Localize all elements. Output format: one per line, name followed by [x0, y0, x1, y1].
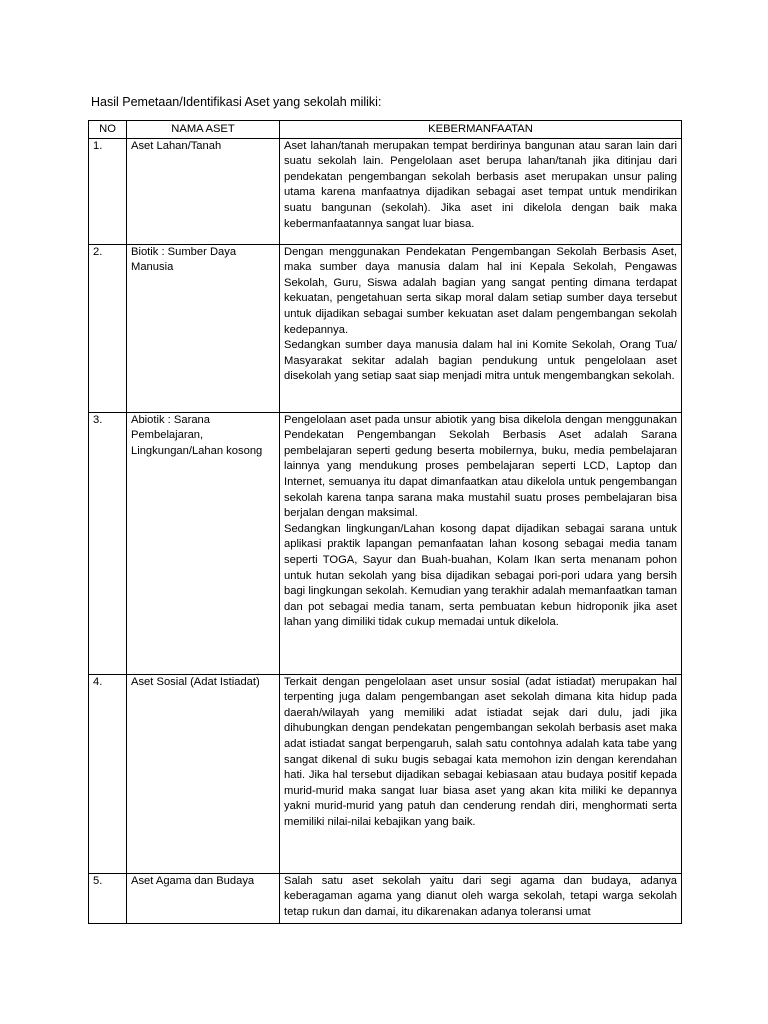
document-title: Hasil Pemetaan/Identifikasi Aset yang sekolah miliki:: [91, 95, 382, 109]
header-kebermanfaatan: KEBERMANFAATAN: [280, 121, 682, 139]
table-row: [89, 138, 682, 244]
table-header-row: [89, 121, 682, 139]
table-row: [89, 244, 682, 412]
benefit-paragraph: Aset lahan/tanah merupakan tempat berdirinya bangunan atau saran lain dari suatu sekolah lain. Pengelolaan aset berupa lahan/tanah jika ditinjau dari pendekatan pengembangan sekolah berbasis aset merupakan unsur paling utama karena manfaatnya dijadikan sebagai aset tempat untuk mendirikan suatu bangunan (sekolah). Jika aset ini dikelola dengan baik maka kebermanfaatannya sangat luar biasa.: [284, 139, 677, 230]
table-row: [89, 873, 682, 923]
asset-benefit: [280, 873, 682, 923]
asset-name: Aset Sosial (Adat Istiadat): [127, 674, 280, 873]
asset-benefit: [280, 412, 682, 674]
table-row: [89, 674, 682, 873]
benefit-paragraph: Sedangkan sumber daya manusia dalam hal ini Komite Sekolah, Orang Tua/ Masyarakat sekitar adalah bagian pendukung untuk pengelolaan aset disekolah yang setiap saat siap menjadi mitra untuk mengembangkan sekolah.: [284, 339, 677, 383]
asset-benefit: [280, 138, 682, 244]
header-no: NO: [89, 121, 127, 139]
asset-table: [88, 120, 682, 924]
asset-benefit: [280, 674, 682, 873]
row-number: 2.: [89, 244, 127, 412]
asset-name: Aset Agama dan Budaya: [127, 873, 280, 923]
asset-name: Biotik : Sumber Daya Manusia: [127, 244, 280, 412]
benefit-paragraph: Pengelolaan aset pada unsur abiotik yang bisa dikelola dengan menggunakan Pendekatan Pengembangan Sekolah Berbasis Aset adalah Sarana pembelajaran seperti gedung beserta mobilernya, buku, media pembelajaran lainnya yang mendukung proses pembelajaran seperti LCD, Laptop dan Internet, semuanya itu dapat dimanfaatkan atau dikelola untuk pengembangan sekolah karena tanpa sarana maka mustahil suatu proses pembelajaran bisa berjalan dengan maksimal.: [284, 413, 677, 520]
benefit-paragraph: Salah satu aset sekolah yaitu dari segi agama dan budaya, adanya keberagaman agama yang dianut oleh warga sekolah, tetapi warga sekolah tetap rukun dan damai, itu dikarenakan adanya toleransi umat: [284, 874, 677, 918]
benefit-paragraph: Terkait dengan pengelolaan aset unsur sosial (adat istiadat) merupakan hal terpenting juga dalam pengembangan aset sekolah dimana kita hidup pada daerah/wilayah yang memiliki adat istiadat sejak dari dulu, jadi jika dihubungkan dengan pendekatan pengembangan sekolah berbasis aset maka adat istiadat sangat berpengaruh, salah satu contohnya adalah kata tabe yang sangat dikenal di suku bugis sebagai kata memohon izin dengan kerendahan hati. Jika hal tersebut dijadikan sebagai kebiasaan atau budaya positif kepada murid-murid maka sangat luar biasa aset yang akan kita miliki ke depannya yakni murid-murid yang patuh dan cenderung rendah diri, menghormati serta memiliki nilai-nilai kebajikan yang baik.: [284, 675, 677, 828]
row-number: 3.: [89, 412, 127, 674]
asset-name: Aset Lahan/Tanah: [127, 138, 280, 244]
asset-benefit: [280, 244, 682, 412]
row-number: 5.: [89, 873, 127, 923]
asset-name: Abiotik : Sarana Pembelajaran, Lingkungan/Lahan kosong: [127, 412, 280, 674]
row-number: 1.: [89, 138, 127, 244]
benefit-paragraph: Dengan menggunakan Pendekatan Pengembangan Sekolah Berbasis Aset, maka sumber daya manusia dalam hal ini Kepala Sekolah, Pengawas Sekolah, Guru, Siswa adalah bagian yang sangat penting dimana terdapat kekuatan, pengetahuan serta sikap moral dalam setiap sumber daya tersebut untuk dijadikan sebagai sumber kekuatan aset dalam pengembangan sekolah kedepannya.: [284, 245, 677, 336]
benefit-paragraph: Sedangkan lingkungan/Lahan kosong dapat dijadikan sebagai sarana untuk aplikasi praktik lapangan pemanfaatan lahan kosong sebagai media tanam seperti TOGA, Sayur dan Buah-buahan, Kolam Ikan serta menanam pohon untuk hutan sekolah yang bisa dijadikan sebagai pori-pori udara yang bersih bagi lingkungan sekolah. Kemudian yang terakhir adalah memanfaatkan taman dan pot sebagai media tanam, serta pembuatan kebun hidroponik jika aset lahan yang dimiliki tidak cukup memadai untuk dikelola.: [284, 522, 677, 629]
header-nama-aset: NAMA ASET: [127, 121, 280, 139]
table-row: [89, 412, 682, 674]
row-number: 4.: [89, 674, 127, 873]
